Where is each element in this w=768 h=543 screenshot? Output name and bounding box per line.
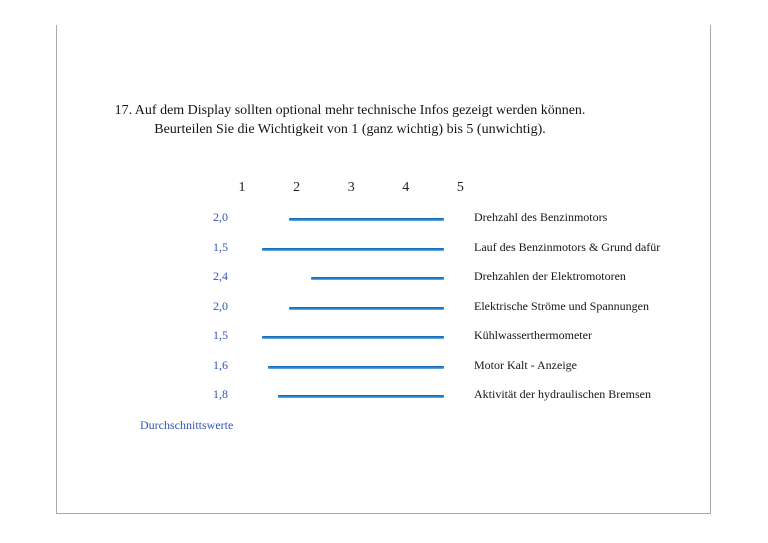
scale-tick-3: 3: [347, 180, 355, 195]
category-label: Drehzahlen der Elektromotoren: [474, 269, 626, 283]
mean-value-label: 1,5: [213, 239, 228, 254]
mean-value-label: 1,5: [213, 328, 228, 342]
legend-durchschnittswerte: Durchschnittswerte: [140, 418, 234, 432]
mean-value-label: 2,0: [213, 210, 228, 224]
category-label: Kühlwasserthermometer: [474, 328, 592, 342]
mean-bar: [268, 366, 444, 369]
category-label: Lauf des Benzinmotors & Grund dafür: [474, 239, 661, 254]
mean-value-label: 2,0: [213, 298, 228, 313]
scale-tick-4: 4: [402, 180, 410, 195]
category-label: Motor Kalt - Anzeige: [474, 357, 577, 372]
question-title-line-2: Beurteilen Sie die Wichtigkeit von 1 (ganz wichtig) bis 5 (unwichtig).: [154, 122, 546, 137]
question-title: [88, 101, 612, 139]
mean-bar: [289, 307, 444, 310]
mean-bar: [289, 218, 444, 221]
mean-bar: [311, 277, 444, 280]
scale-tick-5: 5: [456, 180, 464, 195]
scale-tick-1: 1: [238, 180, 246, 195]
question-title-line-1: 17. Auf dem Display sollten optional mehr technische Infos gezeigt werden können.: [114, 103, 586, 118]
mean-bar: [262, 336, 444, 339]
mean-value-label: 1,8: [213, 387, 228, 401]
mean-value-label: 2,4: [213, 269, 228, 283]
category-label: Aktivität der hydraulischen Bremsen: [474, 387, 651, 401]
scale-tick-2: 2: [293, 180, 301, 195]
category-label: Elektrische Ströme und Spannungen: [474, 298, 649, 313]
mean-bar: [262, 248, 444, 251]
mean-bar: [278, 395, 444, 398]
category-label: Drehzahl des Benzinmotors: [474, 210, 608, 224]
mean-value-label: 1,6: [213, 357, 228, 372]
